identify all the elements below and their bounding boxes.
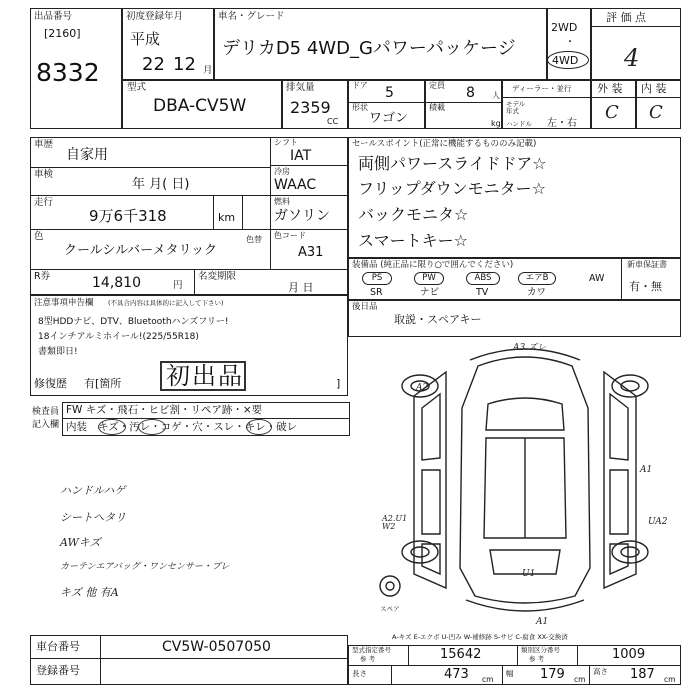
ac-value: WAAC (274, 177, 317, 193)
drive-4wd: 4WD (552, 54, 579, 67)
handwritten-note: キズ 他 有A (60, 586, 119, 599)
equip-airbag: エアB (518, 272, 556, 285)
handwritten-note: カーテンエアバッグ・ワンセンサー・ブレ (60, 562, 230, 572)
capacity-label: 定員 (429, 81, 445, 90)
model-label: 型式 (127, 82, 147, 93)
inspector-interior: キズ・汚レ・コゲ・穴・スレ・キレ・破レ (98, 421, 298, 433)
notes-label: 注意事項申告欄 (34, 298, 94, 308)
load-unit: kg (491, 119, 501, 128)
width-label: 幅 (506, 669, 514, 678)
divider (30, 167, 270, 168)
damage-mark: A3.ズレ (513, 343, 547, 353)
chassis-value: CV5W-0507050 (162, 639, 271, 655)
sales-item: 両側パワースライドドア☆ (358, 154, 547, 173)
circle-mark (98, 419, 126, 435)
exterior-value: C (605, 102, 619, 123)
damage-mark: A1 (536, 617, 549, 627)
inspector-exterior: FW キズ・飛石・ヒビ割・リペア跡・×要 (66, 404, 263, 416)
color-code-value: A31 (298, 245, 324, 260)
inspector-interior-label: 内装 (66, 421, 87, 433)
class-label2: 参 考 (529, 655, 545, 663)
sales-label: セールスポイント(正常に機能するもののみ記載) (352, 139, 537, 149)
damage-mark: A2.U1 W2 (382, 514, 408, 531)
notes-label-sub: (不具合内容は具体的に記入して下さい) (108, 299, 224, 307)
reg-month-unit: 月 (203, 65, 213, 76)
inspector-label: 検査員 (32, 407, 60, 417)
sales-item: スマートキー☆ (358, 231, 469, 250)
recycle-label: R券 (34, 271, 51, 282)
shape-label: 形状 (352, 103, 368, 112)
name-label: 車名・グレード (218, 11, 285, 22)
divider (30, 229, 348, 230)
damage-legend: A-キズ E-エクボ U-凹み W-補修跡 S-サビ C-腐食 XX-交換済 (392, 633, 568, 641)
divider (348, 665, 681, 666)
title-expiry-label: 名変期限 (198, 271, 237, 282)
divider (577, 645, 578, 665)
mileage-unit: km (218, 211, 236, 224)
color-code-label: 色コード (274, 231, 306, 240)
equipment-label: 装備品 (純正品に限り○で囲んでください) (352, 260, 514, 270)
divider (30, 269, 348, 270)
inspection-label: 車検 (34, 169, 54, 180)
repair-value: 有[箇所 (84, 377, 122, 390)
repair-close: ] (336, 377, 341, 390)
lot-number: 8332 (36, 58, 100, 87)
divider (502, 665, 503, 685)
equip-aw: AW (589, 273, 605, 284)
class-label1: 類別区分番号 (521, 646, 560, 654)
equip-navi: ナビ (420, 287, 440, 298)
dealer-label: ディーラー・並行 (512, 84, 572, 93)
length-unit: cm (482, 675, 494, 684)
fuel-label: 燃料 (274, 197, 290, 206)
chassis-label: 車台番号 (36, 640, 80, 653)
divider (591, 26, 681, 27)
width-value: 179 (540, 667, 565, 682)
repair-label: 修復歴 (34, 377, 67, 390)
damage-mark: UA2 (648, 517, 668, 527)
car-name: デリカD5 4WD_Gパワーパッケージ (222, 38, 516, 59)
divider (502, 97, 591, 98)
lot-sub: [2160] (44, 27, 81, 40)
displacement-value: 2359 (290, 98, 331, 117)
handle-label: ハンドル (506, 120, 532, 128)
length-value: 473 (444, 667, 469, 682)
score-value: 4 (624, 44, 640, 72)
equip-abs: ABS (466, 272, 500, 285)
handwritten-note: ハンドルハゲ (60, 484, 126, 497)
first-listing: 初出品 (166, 362, 244, 390)
divider (391, 665, 392, 685)
first-reg-label: 初度登録年月 (126, 11, 184, 22)
history-value: 自家用 (66, 147, 108, 163)
damage-mark: A1 (640, 465, 653, 475)
divider (100, 635, 101, 685)
circle-mark (246, 419, 272, 435)
shift-label: シフト (274, 138, 298, 147)
spare-label: スペア (380, 605, 400, 613)
drive-dot: ・ (565, 37, 575, 48)
load-label: 積載 (429, 103, 445, 112)
mileage-value: 9万6千318 (89, 207, 167, 225)
reg-label: 登録番号 (36, 664, 80, 677)
score-label: 評 価 点 (606, 11, 646, 24)
history-label: 車歴 (34, 139, 54, 150)
circle-mark (138, 419, 166, 435)
damage-mark: A2 (416, 383, 429, 393)
sales-item: フリップダウンモニター☆ (358, 179, 546, 198)
divider (242, 195, 243, 229)
rear-value: 取説・スペアキー (394, 313, 482, 326)
equip-leather: カワ (527, 287, 547, 298)
sales-item: バックモニタ☆ (358, 205, 469, 224)
height-value: 187 (630, 667, 655, 682)
spec-label1: 型式指定番号 (352, 646, 391, 654)
height-label: 高さ (593, 667, 608, 676)
divider (270, 137, 271, 269)
displacement-unit: CC (327, 117, 339, 126)
exterior-label: 外 装 (597, 82, 623, 95)
divider (30, 195, 348, 196)
width-unit: cm (574, 675, 586, 684)
reg-month: 12 (173, 54, 196, 75)
notes-line: 18インチアルミホイール!(225/55R18) (38, 332, 199, 342)
drive-2wd: 2WD (551, 21, 578, 34)
doors-label: ドア (352, 81, 368, 90)
equip-tv: TV (476, 287, 489, 298)
handwritten-note: AWキズ (60, 536, 101, 549)
capacity-value: 8 (466, 85, 475, 101)
capacity-unit: 人 (492, 91, 500, 100)
fuel-value: ガソリン (274, 208, 330, 224)
recycle-value: 14,810 (92, 275, 141, 291)
divider (589, 665, 590, 685)
doors-value: 5 (385, 85, 394, 101)
notes-line: 8型HDDナビ、DTV、Bluetoothハンズフリー! (38, 317, 229, 327)
divider (408, 645, 409, 665)
warranty-value: 有・無 (629, 280, 662, 293)
damage-mark: U1 (522, 569, 536, 579)
reg-year: 22 (142, 54, 165, 75)
equip-pw: PW (414, 272, 444, 285)
equip-sr: SR (370, 287, 383, 298)
shift-value: IAT (290, 148, 312, 164)
mileage-label: 走行 (34, 197, 54, 208)
recycle-unit: 円 (173, 280, 183, 291)
color-label: 色 (34, 231, 44, 242)
interior-value: C (649, 102, 663, 123)
lot-label: 出品番号 (34, 11, 73, 22)
class-value: 1009 (612, 647, 646, 662)
car-diagram (370, 338, 680, 630)
warranty-label: 新車保証書 (627, 260, 667, 269)
divider (213, 195, 214, 229)
model-value: DBA-CV5W (153, 96, 247, 116)
divider (270, 165, 348, 166)
rear-label: 後日品 (352, 302, 378, 312)
interior-label: 内 装 (641, 82, 667, 95)
notes-line: 書類即日! (38, 347, 78, 357)
displacement-label: 排気量 (286, 82, 315, 93)
height-unit: cm (664, 675, 676, 684)
title-expiry-value: 月 日 (288, 281, 314, 294)
length-label: 長さ (352, 669, 367, 678)
color-code-prefix: 色替 (246, 235, 262, 244)
shape-value: ワゴン (369, 111, 409, 126)
model-year-label: モデル年式 (506, 100, 526, 115)
equip-ps: PS (362, 272, 392, 285)
handwritten-note: シートヘタリ (60, 511, 126, 524)
divider (30, 658, 348, 659)
inspection-value: 年 月( 日) (132, 177, 190, 192)
divider (621, 258, 622, 300)
era: 平成 (130, 30, 161, 48)
divider (194, 269, 195, 295)
divider (517, 645, 518, 665)
color-value: クールシルバーメタリック (64, 243, 218, 258)
ac-label: 冷房 (274, 167, 290, 176)
spec-value: 15642 (440, 647, 482, 662)
handle-value: 左・右 (547, 118, 577, 129)
spec-label2: 参 考 (360, 655, 376, 663)
inspector-label2: 記入欄 (32, 420, 60, 430)
